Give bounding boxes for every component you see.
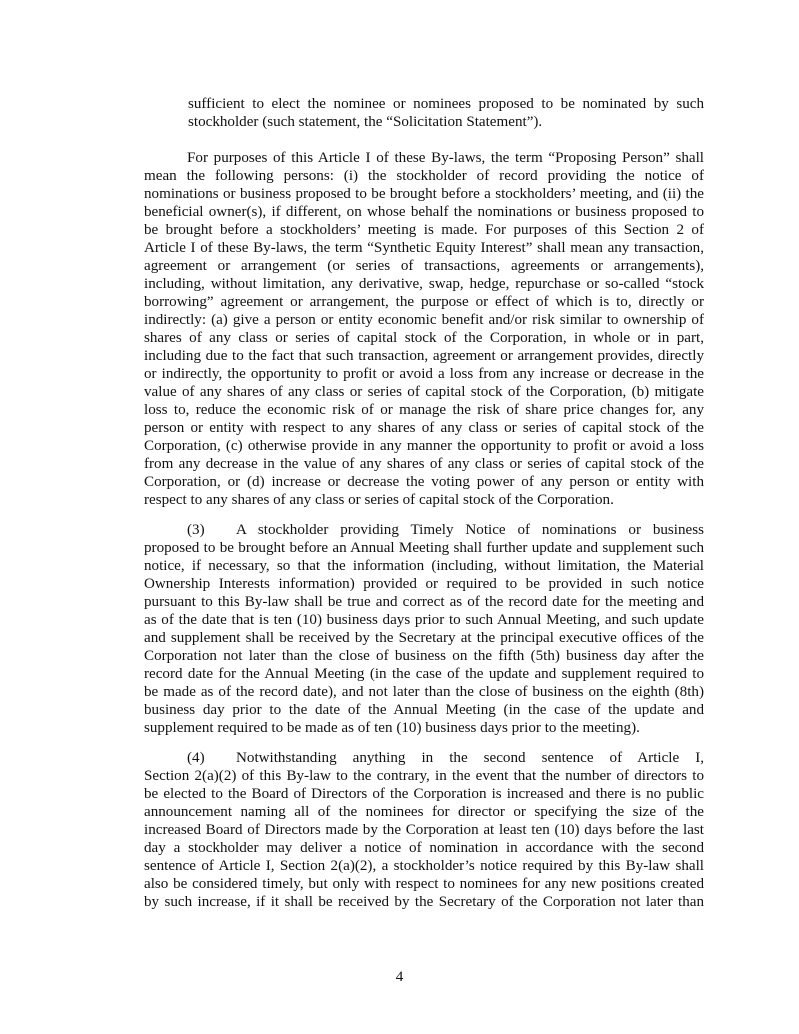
text-line: Article I of these By-laws, the term “Synthetic Equity Interest” shall mean any transaction, bbox=[144, 240, 704, 256]
paragraph-definitions bbox=[144, 149, 704, 509]
text-line: supplement required to be made as of ten (10) business days prior to the meeting). bbox=[144, 720, 640, 736]
text-line: indirectly: (a) give a person or entity economic benefit and/or risk similar to ownership of bbox=[144, 312, 704, 328]
text-line: value of any shares of any class or series of capital stock of the Corporation, (b) mitigate bbox=[144, 384, 704, 400]
text-line: shares of any class or series of capital stock of the Corporation, in whole or in part, bbox=[144, 330, 704, 346]
text-line: Ownership Interests information) provided or required to be provided in such notice bbox=[144, 576, 704, 592]
text-line: announcement naming all of the nominees for director or specifying the size of the bbox=[144, 804, 704, 820]
text-line: Corporation, (c) otherwise provide in any manner the opportunity to profit or avoid a loss bbox=[144, 438, 704, 454]
text-line: business day prior to the date of the Annual Meeting (in the case of the update and bbox=[144, 702, 704, 718]
text-line: from any decrease in the value of any shares of any class or series of capital stock of the bbox=[144, 456, 704, 472]
text-line: respect to any shares of any class or series of capital stock of the Corporation. bbox=[144, 492, 614, 508]
text-line: pursuant to this By-law shall be true and correct as of the record date for the meeting and bbox=[144, 594, 704, 610]
text-line: agreement or arrangement (or series of transactions, agreements or arrangements), bbox=[144, 258, 704, 274]
text-line: and supplement shall be received by the Secretary at the principal executive offices of the bbox=[144, 630, 704, 646]
text-line: Corporation not later than the close of business on the fifth (5th) business day after the bbox=[144, 648, 704, 664]
text-line: For purposes of this Article I of these By-laws, the term “Proposing Person” shall bbox=[187, 150, 704, 166]
text-line: be elected to the Board of Directors of the Corporation is increased and there is no public bbox=[144, 786, 704, 802]
paragraph-solicitation-statement bbox=[188, 95, 704, 131]
text-line: Corporation, or (d) increase or decrease the voting power of any person or entity with bbox=[144, 474, 704, 490]
text-line: increased Board of Directors made by the Corporation at least ten (10) days before the last bbox=[144, 822, 704, 838]
text-line: including, without limitation, any derivative, swap, hedge, repurchase or so-called “stock bbox=[144, 276, 704, 292]
paragraph-item-4 bbox=[144, 749, 704, 911]
text-line: proposed to be brought before an Annual Meeting shall further update and supplement such bbox=[144, 540, 704, 556]
text-line: beneficial owner(s), if different, on whose behalf the nominations or business proposed to bbox=[144, 204, 704, 220]
text-line: mean the following persons: (i) the stockholder of record providing the notice of bbox=[144, 168, 704, 184]
text-line: sufficient to elect the nominee or nominees proposed to be nominated by such bbox=[188, 96, 704, 112]
text-line: by such increase, if it shall be received by the Secretary of the Corporation not later than bbox=[144, 894, 704, 910]
page-number: 4 bbox=[395, 969, 404, 985]
text-line: stockholder (such statement, the “Solicitation Statement”). bbox=[188, 114, 543, 130]
text-line: including due to the fact that such transaction, agreement or arrangement provides, directly bbox=[144, 348, 704, 364]
text-line: loss to, reduce the economic risk of or manage the risk of share price changes for, any bbox=[144, 402, 704, 418]
text-line: sentence of Article I, Section 2(a)(2), a stockholder’s notice required by this By-law shall bbox=[144, 858, 704, 874]
item-first-line-text: A stockholder providing Timely Notice of nominations or business bbox=[236, 522, 704, 538]
text-line: borrowing” agreement or arrangement, the purpose or effect of which is to, directly or bbox=[144, 294, 704, 310]
item-number: (4) bbox=[187, 750, 205, 766]
text-line bbox=[144, 749, 704, 767]
text-line: person or entity with respect to any shares of any class or series of capital stock of the bbox=[144, 420, 704, 436]
text-line: nominations or business proposed to be brought before a stockholders’ meeting, and (ii) the bbox=[144, 186, 704, 202]
paragraph-item-3 bbox=[144, 521, 704, 737]
text-line: or indirectly, the opportunity to profit or avoid a loss from any increase or decrease in the bbox=[144, 366, 704, 382]
text-line: notice, if necessary, so that the information (including, without limitation, the Material bbox=[144, 558, 704, 574]
text-line bbox=[144, 521, 704, 539]
text-line: be made as of the record date), and not later than the close of business on the eighth (8th) bbox=[144, 684, 704, 700]
text-line: record date for the Annual Meeting (in the case of the update and supplement required to bbox=[144, 666, 704, 682]
text-line: be brought before a stockholders’ meeting is made. For purposes of this Section 2 of bbox=[144, 222, 704, 238]
text-line: as of the date that is ten (10) business days prior to such Annual Meeting, and such update bbox=[144, 612, 704, 628]
text-line: day a stockholder may deliver a notice of nomination in accordance with the second bbox=[144, 840, 704, 856]
item-first-line-text: Notwithstanding anything in the second sentence of Article I, bbox=[236, 750, 704, 766]
text-line: also be considered timely, but only with respect to nominees for any new positions created bbox=[144, 876, 704, 892]
item-number: (3) bbox=[187, 522, 205, 538]
text-line: Section 2(a)(2) of this By-law to the contrary, in the event that the number of directors to bbox=[144, 768, 704, 784]
